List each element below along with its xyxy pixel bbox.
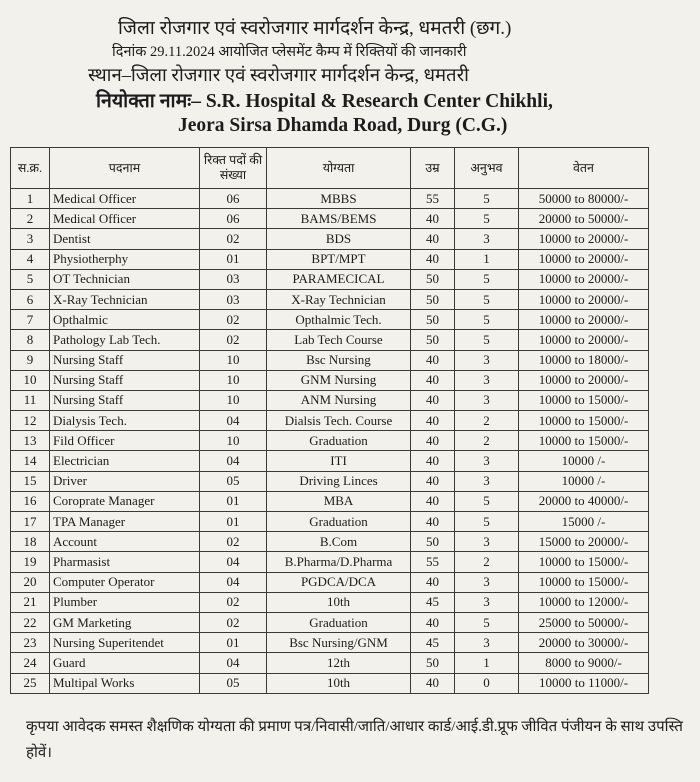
table-row (11, 370, 649, 390)
table-header-row (11, 148, 649, 189)
cell-vacancies: 06 (200, 209, 267, 229)
cell-serial: 9 (11, 350, 50, 370)
cell-post: Guard (50, 653, 200, 673)
cell-salary: 10000 to 15000/- (519, 572, 649, 592)
cell-vacancies: 02 (200, 612, 267, 632)
cell-experience: 3 (455, 451, 519, 471)
cell-post: Dialysis Tech. (50, 411, 200, 431)
cell-qualification: 10th (267, 673, 411, 693)
table-row (11, 229, 649, 249)
cell-age: 40 (411, 370, 455, 390)
table-row (11, 209, 649, 229)
table-row (11, 330, 649, 350)
cell-experience: 3 (455, 370, 519, 390)
cell-post: Physiotherphy (50, 249, 200, 269)
cell-serial: 21 (11, 592, 50, 612)
cell-age: 45 (411, 592, 455, 612)
cell-serial: 22 (11, 612, 50, 632)
cell-qualification: BDS (267, 229, 411, 249)
cell-qualification: Opthalmic Tech. (267, 310, 411, 330)
cell-age: 40 (411, 431, 455, 451)
table-row (11, 552, 649, 572)
cell-vacancies: 01 (200, 512, 267, 532)
cell-salary: 10000 to 20000/- (519, 310, 649, 330)
cell-post: Account (50, 532, 200, 552)
footer-note: कृपया आवेदक समस्त शैक्षणिक योग्यता की प्रमाण पत्र/निवासी/जाति/आधार कार्ड/आई.डी.प्रूफ जीवित पंजीयन के साथ उपस्ति होवें। (26, 719, 683, 761)
cell-experience: 5 (455, 209, 519, 229)
cell-age: 40 (411, 411, 455, 431)
cell-vacancies: 01 (200, 249, 267, 269)
cell-experience: 5 (455, 612, 519, 632)
cell-vacancies: 10 (200, 431, 267, 451)
camp-date-line: दिनांक 29.11.2024 आयोजित प्लेसमेंट कैम्प में रिक्तियों की जानकारी (112, 44, 467, 60)
employer-address: Jeora Sirsa Dhamda Road, Durg (C.G.) (178, 115, 508, 136)
cell-experience: 3 (455, 390, 519, 410)
cell-vacancies: 02 (200, 330, 267, 350)
cell-vacancies: 04 (200, 411, 267, 431)
cell-qualification: PARAMECICAL (267, 269, 411, 289)
cell-post: Medical Officer (50, 209, 200, 229)
cell-vacancies: 01 (200, 491, 267, 511)
cell-experience: 2 (455, 552, 519, 572)
cell-qualification: BPT/MPT (267, 249, 411, 269)
cell-salary: 10000 to 12000/- (519, 592, 649, 612)
cell-qualification: Lab Tech Course (267, 330, 411, 350)
header-qualification: योग्यता (267, 148, 411, 189)
cell-salary: 10000 to 20000/- (519, 229, 649, 249)
cell-age: 50 (411, 330, 455, 350)
table-row (11, 633, 649, 653)
cell-experience: 0 (455, 673, 519, 693)
cell-experience: 5 (455, 289, 519, 309)
cell-salary: 20000 to 50000/- (519, 209, 649, 229)
table-row (11, 269, 649, 289)
cell-experience: 3 (455, 229, 519, 249)
cell-post: Pathology Lab Tech. (50, 330, 200, 350)
table-row (11, 289, 649, 309)
cell-experience: 1 (455, 249, 519, 269)
table-row (11, 612, 649, 632)
cell-serial: 10 (11, 370, 50, 390)
table-row (11, 532, 649, 552)
cell-serial: 18 (11, 532, 50, 552)
cell-post: Fild Officer (50, 431, 200, 451)
cell-post: Multipal Works (50, 673, 200, 693)
cell-qualification: B.Com (267, 532, 411, 552)
cell-vacancies: 04 (200, 451, 267, 471)
cell-age: 50 (411, 532, 455, 552)
cell-experience: 3 (455, 350, 519, 370)
cell-salary: 10000 to 20000/- (519, 249, 649, 269)
cell-serial: 15 (11, 471, 50, 491)
table-row (11, 491, 649, 511)
cell-post: Computer Operator (50, 572, 200, 592)
cell-serial: 5 (11, 269, 50, 289)
cell-vacancies: 02 (200, 310, 267, 330)
cell-vacancies: 05 (200, 673, 267, 693)
table-row (11, 512, 649, 532)
cell-age: 45 (411, 633, 455, 653)
cell-qualification: 10th (267, 592, 411, 612)
cell-age: 50 (411, 269, 455, 289)
cell-age: 40 (411, 451, 455, 471)
cell-vacancies: 10 (200, 390, 267, 410)
cell-serial: 2 (11, 209, 50, 229)
table-row (11, 411, 649, 431)
cell-post: Nursing Superitendet (50, 633, 200, 653)
cell-age: 40 (411, 350, 455, 370)
cell-vacancies: 01 (200, 633, 267, 653)
table-row (11, 471, 649, 491)
table-row (11, 390, 649, 410)
cell-salary: 50000 to 80000/- (519, 189, 649, 209)
cell-post: TPA Manager (50, 512, 200, 532)
cell-serial: 16 (11, 491, 50, 511)
cell-age: 40 (411, 673, 455, 693)
cell-qualification: Dialsis Tech. Course (267, 411, 411, 431)
cell-age: 40 (411, 512, 455, 532)
cell-salary: 10000 to 20000/- (519, 269, 649, 289)
cell-age: 50 (411, 289, 455, 309)
cell-serial: 20 (11, 572, 50, 592)
venue-line: स्थान–जिला रोजगार एवं स्वरोजगार मार्गदर्शन केन्द्र, धमतरी (88, 66, 469, 86)
cell-vacancies: 04 (200, 572, 267, 592)
cell-experience: 2 (455, 431, 519, 451)
cell-salary: 25000 to 50000/- (519, 612, 649, 632)
cell-qualification: Bsc Nursing/GNM (267, 633, 411, 653)
cell-vacancies: 02 (200, 229, 267, 249)
cell-experience: 5 (455, 189, 519, 209)
cell-qualification: Graduation (267, 431, 411, 451)
table-row (11, 189, 649, 209)
cell-salary: 10000 to 15000/- (519, 431, 649, 451)
cell-salary: 10000 to 20000/- (519, 370, 649, 390)
header-serial: स.क्र. (11, 148, 50, 189)
cell-serial: 8 (11, 330, 50, 350)
cell-vacancies: 02 (200, 532, 267, 552)
cell-post: Nursing Staff (50, 370, 200, 390)
cell-qualification: ITI (267, 451, 411, 471)
cell-qualification: 12th (267, 653, 411, 673)
cell-vacancies: 10 (200, 350, 267, 370)
table-row (11, 451, 649, 471)
cell-experience: 5 (455, 512, 519, 532)
cell-salary: 10000 /- (519, 451, 649, 471)
cell-qualification: B.Pharma/D.Pharma (267, 552, 411, 572)
table-row (11, 431, 649, 451)
cell-age: 50 (411, 653, 455, 673)
cell-serial: 25 (11, 673, 50, 693)
cell-serial: 17 (11, 512, 50, 532)
cell-post: Driver (50, 471, 200, 491)
cell-serial: 12 (11, 411, 50, 431)
cell-salary: 10000 to 20000/- (519, 289, 649, 309)
cell-vacancies: 02 (200, 592, 267, 612)
cell-salary: 10000 to 15000/- (519, 390, 649, 410)
cell-vacancies: 03 (200, 289, 267, 309)
cell-qualification: Driving Linces (267, 471, 411, 491)
cell-vacancies: 10 (200, 370, 267, 390)
header-vacancies: रिक्त पदों की संख्या (200, 148, 267, 189)
cell-serial: 23 (11, 633, 50, 653)
cell-experience: 3 (455, 471, 519, 491)
cell-age: 40 (411, 390, 455, 410)
cell-qualification: ANM Nursing (267, 390, 411, 410)
cell-experience: 3 (455, 572, 519, 592)
header-age: उम्र (411, 148, 455, 189)
cell-post: Coroprate Manager (50, 491, 200, 511)
cell-vacancies: 06 (200, 189, 267, 209)
cell-post: X-Ray Technician (50, 289, 200, 309)
cell-age: 40 (411, 209, 455, 229)
cell-post: Plumber (50, 592, 200, 612)
table-row (11, 653, 649, 673)
cell-qualification: GNM Nursing (267, 370, 411, 390)
header-salary: वेतन (519, 148, 649, 189)
cell-salary: 10000 to 11000/- (519, 673, 649, 693)
table-row (11, 249, 649, 269)
cell-age: 40 (411, 612, 455, 632)
cell-experience: 5 (455, 330, 519, 350)
cell-age: 40 (411, 471, 455, 491)
cell-post: Medical Officer (50, 189, 200, 209)
cell-qualification: BAMS/BEMS (267, 209, 411, 229)
cell-serial: 14 (11, 451, 50, 471)
cell-serial: 3 (11, 229, 50, 249)
header-experience: अनुभव (455, 148, 519, 189)
cell-serial: 6 (11, 289, 50, 309)
table-row (11, 572, 649, 592)
cell-qualification: Bsc Nursing (267, 350, 411, 370)
cell-experience: 3 (455, 532, 519, 552)
cell-age: 40 (411, 491, 455, 511)
cell-experience: 3 (455, 592, 519, 612)
cell-salary: 10000 to 20000/- (519, 330, 649, 350)
cell-qualification: X-Ray Technician (267, 289, 411, 309)
table-row (11, 310, 649, 330)
cell-salary: 15000 /- (519, 512, 649, 532)
cell-post: GM Marketing (50, 612, 200, 632)
cell-serial: 4 (11, 249, 50, 269)
cell-serial: 7 (11, 310, 50, 330)
cell-age: 40 (411, 229, 455, 249)
employer-name: नियोक्ता नामः– S.R. Hospital & Research Center Chikhli, (96, 91, 553, 112)
cell-post: Opthalmic (50, 310, 200, 330)
cell-post: Electrician (50, 451, 200, 471)
cell-age: 40 (411, 249, 455, 269)
cell-vacancies: 05 (200, 471, 267, 491)
table-row (11, 592, 649, 612)
cell-age: 50 (411, 310, 455, 330)
cell-experience: 5 (455, 310, 519, 330)
cell-salary: 20000 to 30000/- (519, 633, 649, 653)
cell-age: 55 (411, 552, 455, 572)
cell-serial: 11 (11, 390, 50, 410)
cell-salary: 15000 to 20000/- (519, 532, 649, 552)
cell-vacancies: 04 (200, 653, 267, 673)
cell-serial: 13 (11, 431, 50, 451)
cell-experience: 1 (455, 653, 519, 673)
cell-experience: 5 (455, 491, 519, 511)
cell-post: Pharmasist (50, 552, 200, 572)
cell-serial: 1 (11, 189, 50, 209)
cell-experience: 5 (455, 269, 519, 289)
office-title: जिला रोजगार एवं स्वरोजगार मार्गदर्शन केन्द्र, धमतरी (छग.) (118, 18, 512, 39)
vacancy-table (10, 147, 649, 694)
cell-post: OT Technician (50, 269, 200, 289)
cell-post: Nursing Staff (50, 390, 200, 410)
cell-salary: 8000 to 9000/- (519, 653, 649, 673)
cell-salary: 20000 to 40000/- (519, 491, 649, 511)
cell-qualification: MBBS (267, 189, 411, 209)
cell-salary: 10000 to 15000/- (519, 552, 649, 572)
cell-experience: 3 (455, 633, 519, 653)
cell-age: 55 (411, 189, 455, 209)
cell-post: Dentist (50, 229, 200, 249)
table-row (11, 350, 649, 370)
cell-vacancies: 03 (200, 269, 267, 289)
header-post: पदनाम (50, 148, 200, 189)
cell-qualification: Graduation (267, 512, 411, 532)
cell-qualification: PGDCA/DCA (267, 572, 411, 592)
cell-vacancies: 04 (200, 552, 267, 572)
cell-experience: 2 (455, 411, 519, 431)
cell-salary: 10000 /- (519, 471, 649, 491)
cell-post: Nursing Staff (50, 350, 200, 370)
cell-serial: 19 (11, 552, 50, 572)
table-row (11, 673, 649, 693)
cell-age: 40 (411, 572, 455, 592)
cell-salary: 10000 to 18000/- (519, 350, 649, 370)
cell-qualification: MBA (267, 491, 411, 511)
cell-qualification: Graduation (267, 612, 411, 632)
cell-serial: 24 (11, 653, 50, 673)
cell-salary: 10000 to 15000/- (519, 411, 649, 431)
